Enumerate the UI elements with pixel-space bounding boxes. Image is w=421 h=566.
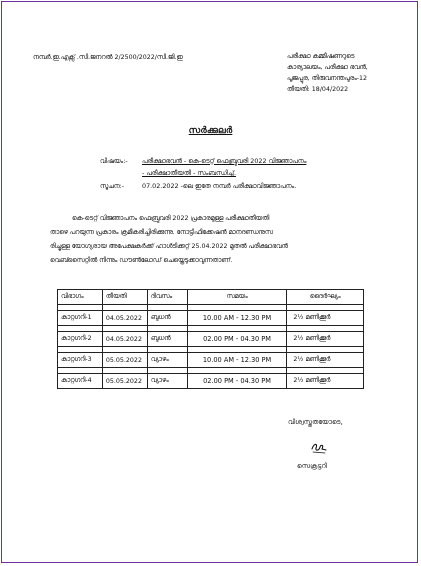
cell-category: കാറ്റഗറി-4 [58,374,103,389]
cell-time: 02.00 PM - 04.30 PM [187,332,287,347]
table-row [58,311,364,326]
closing-salutation: വിശ്വസ്തതയോടെ, [288,418,343,426]
cell-duration: 2½ മണിക്കൂർ [287,374,364,389]
office-line: പരീക്ഷാ കമ്മീഷണറുടെ [287,53,355,60]
issue-date: തീയതി: 18/04/2022 [287,86,349,93]
cell-date: 05.05.2022 [102,353,147,368]
body-line: കെ-ടെറ്റ് വിജ്ഞാപനം ഫെബ്രുവരി 2022 പ്രകാരമുള്ള പരീക്ഷാതീയതി [72,215,270,222]
cell-category: കാറ്റഗറി-1 [58,311,103,326]
header-category: വിഭാഗം [58,290,103,305]
subject-line-2: - പരീക്ഷാതീയതി - സംബന്ധിച്ച്. [142,169,237,177]
reference-number: നമ്പർ.ഇ.എക്സ് .സി.ജനറൽ 2/2500/2022/സി.ജി.ഇ [33,54,183,61]
cell-time: 02.00 PM - 04.30 PM [187,374,287,389]
office-line: കാര്യാലയം, പരീക്ഷാ ഭവൻ, [287,64,368,71]
cell-duration: 2½ മണിക്കൂർ [287,353,364,368]
header-day: ദിവസം [147,290,187,305]
reference-line [100,182,296,191]
cell-day: ബുധൻ [147,332,187,347]
cell-time: 10.00 AM - 12.30 PM [187,353,287,368]
cell-day: വ്യാഴം [147,353,187,368]
cell-duration: 2½ മണിക്കൂർ [287,311,364,326]
table-row [58,374,364,389]
cell-duration: 2½ മണിക്കൂർ [287,332,364,347]
table-row [58,353,364,368]
cell-category: കാറ്റഗറി-2 [58,332,103,347]
cell-category: കാറ്റഗറി-3 [58,353,103,368]
reference-text: 07.02.2022 -ലെ ഇതേ നമ്പർ പരീക്ഷാവിജ്ഞാപനം. [142,182,297,190]
body-line: വെബ്സൈറ്റിൽ നിന്നും ഡൗൺലോഡ് ചെയ്തെടുക്കാവുന്നതാണ്. [50,257,233,264]
cell-date: 04.05.2022 [102,311,147,326]
cell-date: 05.05.2022 [102,374,147,389]
cell-time: 10.00 AM - 12.30 PM [187,311,287,326]
office-line: പൂജപ്പുര, തിരുവനന്തപുരം-12 [287,75,368,82]
cell-day: ബുധൻ [147,311,187,326]
exam-schedule-table [57,289,364,389]
header-date: തീയതി [102,290,147,305]
cell-date: 04.05.2022 [102,332,147,347]
header-duration: ദൈർഘ്യം [287,290,364,305]
table-header-row [58,290,364,305]
document-title: സർക്കുലർ [188,125,233,136]
office-address [287,51,368,95]
reference-label: സൂചന:- [100,182,125,190]
header-time: സമയം [187,290,287,305]
subject-label: വിഷയം:- [100,157,128,165]
subject-block [100,155,306,179]
signatory-title: സെക്രട്ടറി [297,462,327,470]
body-line: രിച്ചുള്ള യോഗ്യരായ അപേക്ഷകർക്ക് ഹാൾടിക്കറ്റ് 25.04.2022 മുതൽ പരീക്ഷാഭവൻ [50,243,288,250]
body-line: താഴെ പറയുന്ന പ്രകാരം ക്രമീകരിച്ചിരിക്കുന്നു. നോട്ടിഫിക്കേഷൻ മാനദണ്ഡനുസ [50,229,273,236]
subject-line-1: പരീക്ഷാഭവൻ - കെ-ടെറ്റ് ഫെബ്രുവരി 2022 വിജ്ഞാപനം [142,157,307,165]
signature [310,441,328,455]
body-paragraph [50,212,370,268]
table-row [58,332,364,347]
cell-day: വ്യാഴം [147,374,187,389]
